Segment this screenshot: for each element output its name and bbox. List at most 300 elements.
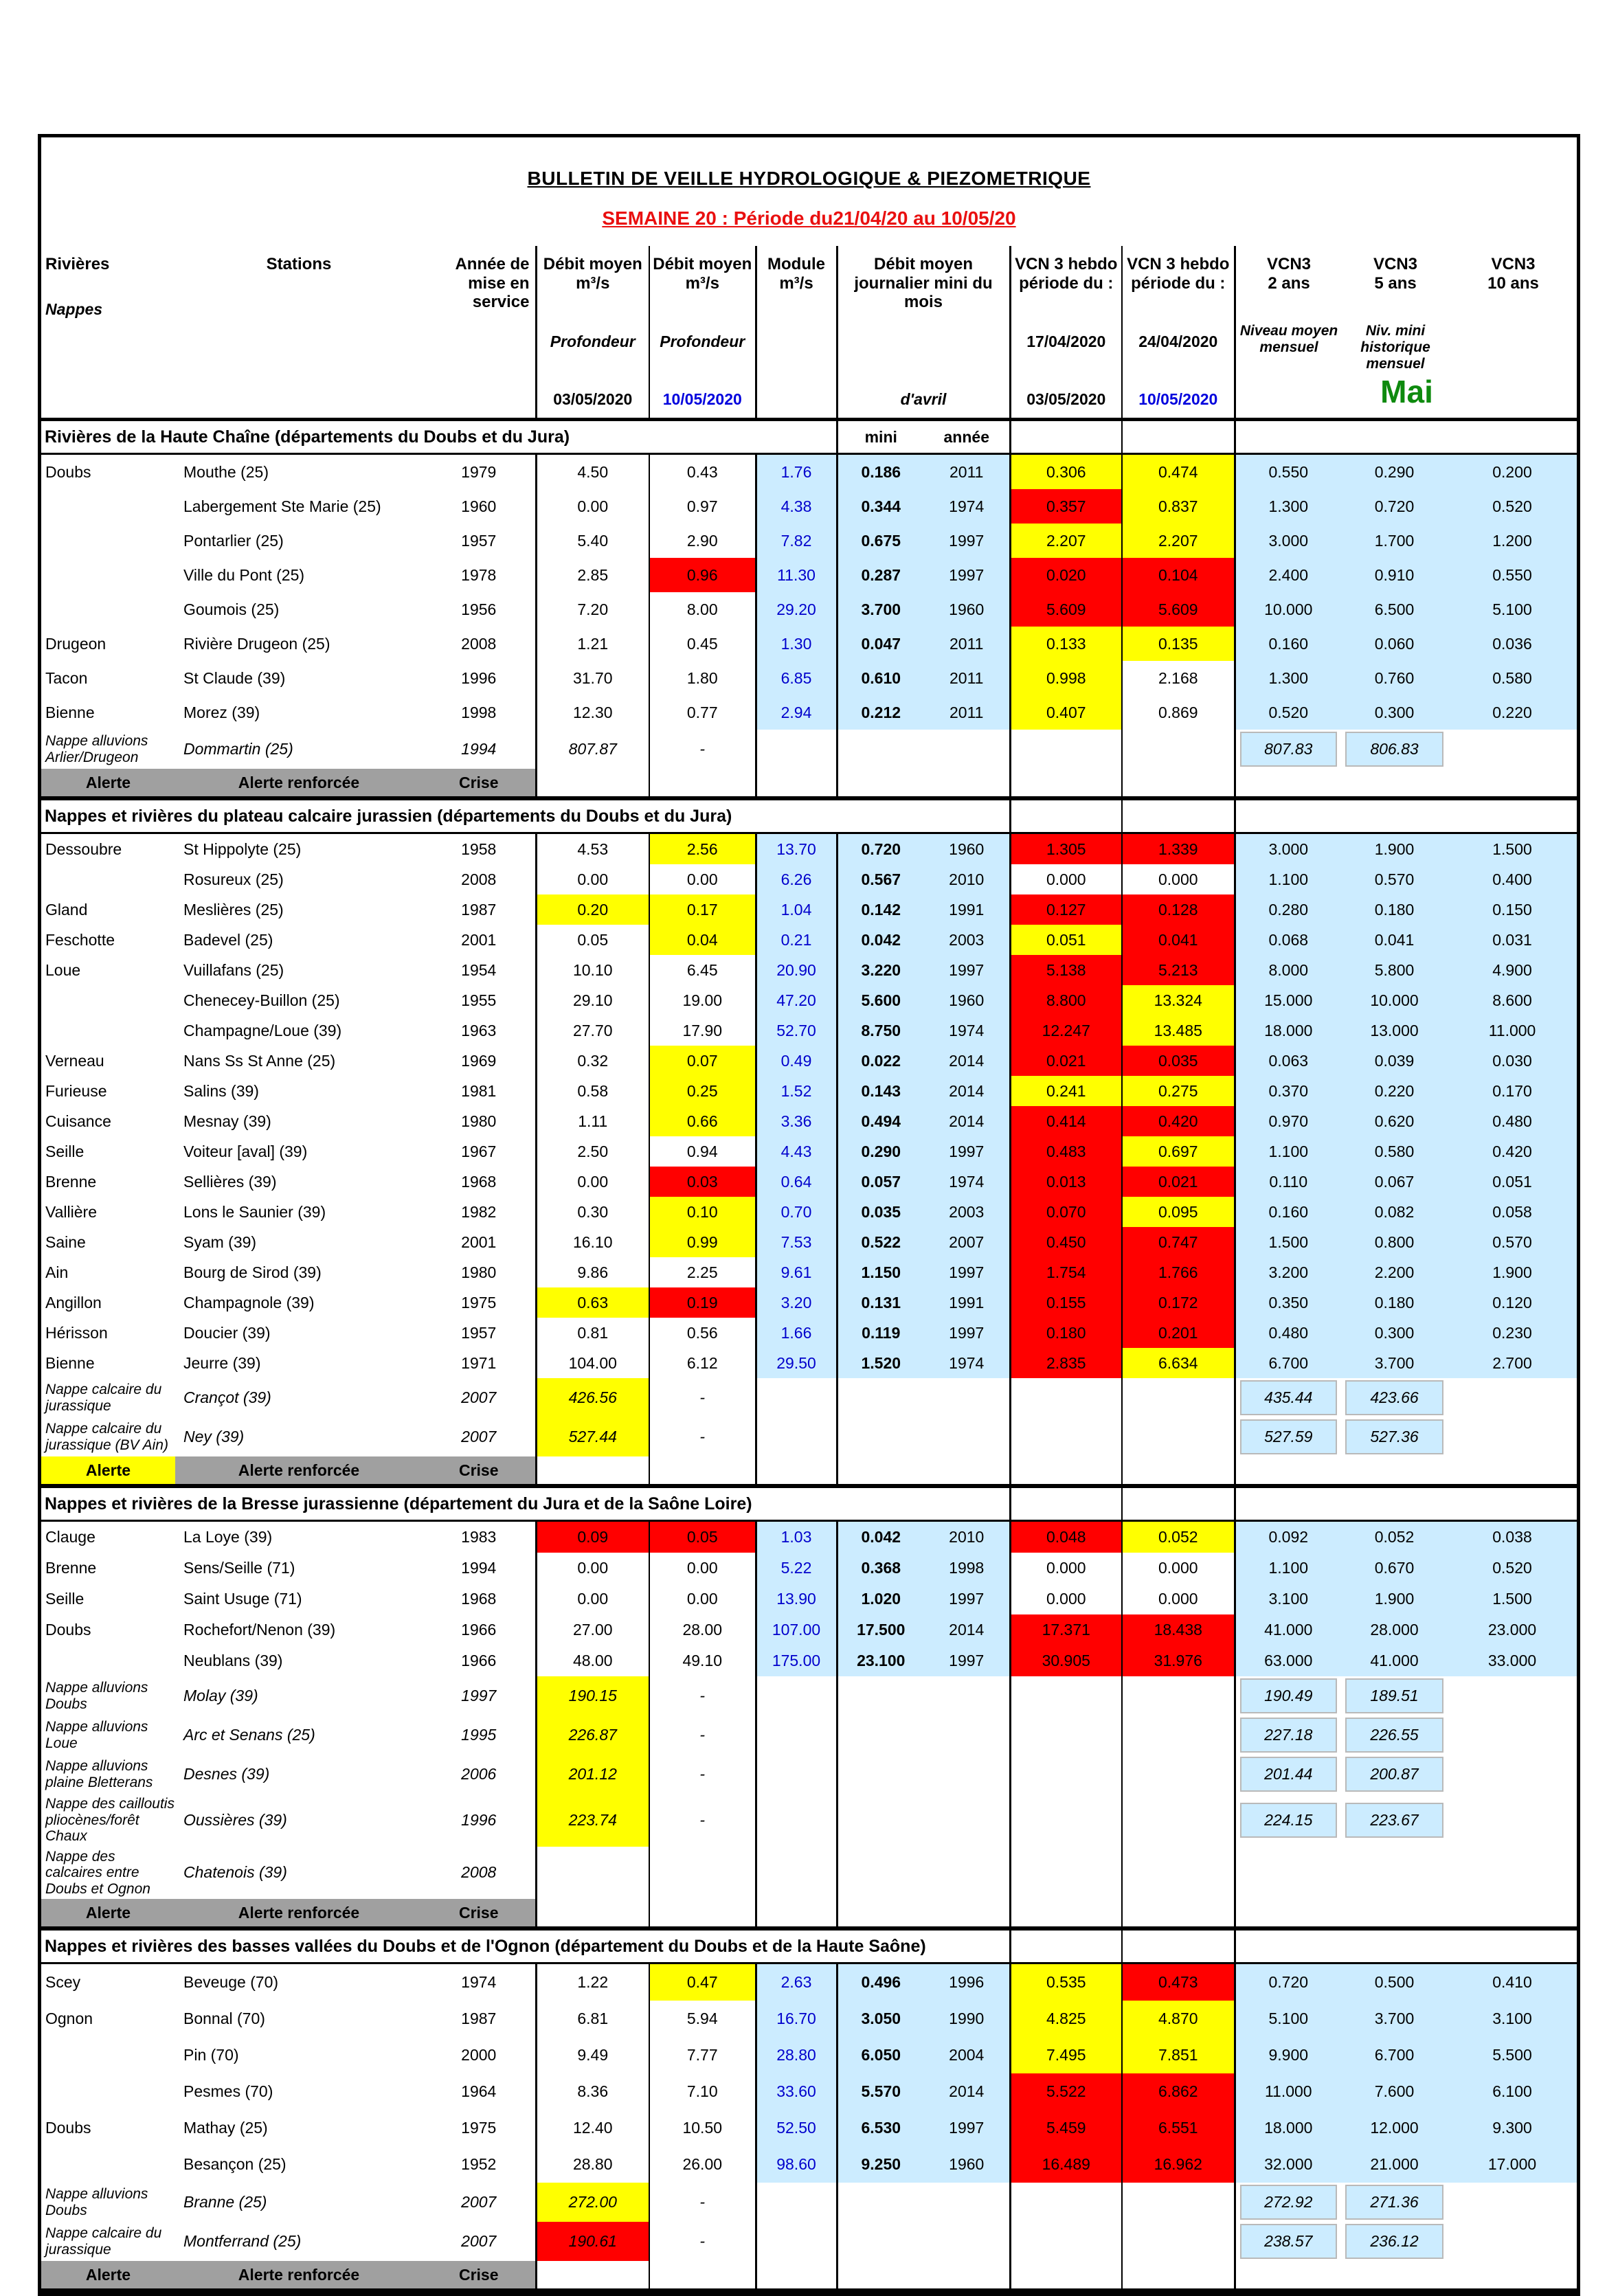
cell-mini-annee: 1974 [924, 1348, 1010, 1378]
cell-vcn3-2ans [1235, 730, 1341, 769]
cell-station: La Loye (39) [175, 1521, 423, 1553]
cell-module: 28.80 [756, 2037, 837, 2073]
cell-vcn3-2ans: 32.000 [1235, 2146, 1341, 2183]
cell-vcn3-2ans: 3.000 [1235, 524, 1341, 558]
legend-spacer [1010, 1899, 1122, 1928]
cell-vcn3-5ans: 0.580 [1341, 1136, 1448, 1167]
cell-annee-service: 1994 [423, 730, 536, 769]
cell-vcn3-2ans: 9.900 [1235, 2037, 1341, 2073]
cell-mini-annee: 2014 [924, 2073, 1010, 2110]
cell-debit-2: 0.17 [649, 894, 756, 925]
cell-annee-service: 1997 [423, 1676, 536, 1715]
cell-mini-annee: 1960 [924, 2146, 1010, 2183]
legend-spacer [1010, 2261, 1122, 2291]
cell-vcn3-5ans: 2.200 [1341, 1257, 1448, 1287]
nappe-row [41, 1417, 1577, 1456]
cell-riviere: Doubs [41, 2110, 175, 2146]
cell-mini-annee [924, 1417, 1010, 1456]
cell-annee-service: 1966 [423, 1645, 536, 1676]
cell-vcn3-5ans: 0.800 [1341, 1227, 1448, 1257]
cell-vcn3-5ans: 0.300 [1341, 1318, 1448, 1348]
cell-debit-1: 2.85 [536, 558, 649, 592]
nappe-row [41, 1794, 1577, 1847]
cell-vcn3-10ans: 17.000 [1448, 2146, 1577, 2183]
cell-module: 1.52 [756, 1076, 837, 1106]
cell-vcn-hebdo-2: 5.609 [1122, 592, 1235, 627]
cell-vcn3-5ans: 0.720 [1341, 489, 1448, 524]
cell-mini-annee: 2011 [924, 661, 1010, 695]
cell-vcn-hebdo-2: 4.870 [1122, 2001, 1235, 2037]
cell-debit-1: 28.80 [536, 2146, 649, 2183]
niveau-moyen-value: 527.59 [1240, 1419, 1338, 1454]
cell-vcn3-5ans: 5.800 [1341, 955, 1448, 985]
cell-riviere [41, 2073, 175, 2110]
header-date-col4: 03/05/2020 [553, 390, 633, 408]
band-spacer [1235, 798, 1577, 833]
cell-vcn-hebdo-1 [1010, 1847, 1122, 1900]
cell-annee-service: 2006 [423, 1755, 536, 1794]
river-row [41, 1645, 1577, 1676]
river-row [41, 1227, 1577, 1257]
cell-vcn3-10ans: 5.100 [1448, 592, 1577, 627]
cell-station: Rivière Drugeon (25) [175, 627, 423, 661]
cell-debit-1: 1.11 [536, 1106, 649, 1136]
cell-riviere: Seille [41, 1584, 175, 1614]
cell-vcn3-10ans: 0.200 [1448, 454, 1577, 490]
cell-annee-service: 1954 [423, 955, 536, 985]
cell-mini-annee: 1996 [924, 1963, 1010, 2001]
cell-debit-1: 8.36 [536, 2073, 649, 2110]
cell-vcn3-2ans [1235, 1847, 1341, 1900]
cell-module: 9.61 [756, 1257, 837, 1287]
cell-riviere [41, 2146, 175, 2183]
cell-annee-service: 2001 [423, 1227, 536, 1257]
cell-vcn-hebdo-2: 13.485 [1122, 1015, 1235, 1046]
cell-module: 29.50 [756, 1348, 837, 1378]
river-row [41, 592, 1577, 627]
cell-debit-1: 426.56 [536, 1378, 649, 1417]
cell-vcn-hebdo-2: 18.438 [1122, 1614, 1235, 1645]
cell-mini-annee: 2003 [924, 1197, 1010, 1227]
legend-alerte-renforcee: Alerte renforcée [175, 1456, 423, 1486]
cell-mini-annee: 2011 [924, 695, 1010, 730]
cell-vcn-hebdo-1: 0.998 [1010, 661, 1122, 695]
subheader-annee: année [924, 420, 1010, 454]
cell-vcn3-10ans: 0.031 [1448, 925, 1577, 955]
cell-module: 1.04 [756, 894, 837, 925]
cell-annee-service: 1968 [423, 1584, 536, 1614]
river-row [41, 1076, 1577, 1106]
cell-annee-service: 1981 [423, 1076, 536, 1106]
cell-mini: 0.720 [837, 833, 924, 865]
cell-vcn-hebdo-2 [1122, 1378, 1235, 1417]
cell-debit-2: - [649, 1417, 756, 1456]
cell-vcn-hebdo-1 [1010, 2222, 1122, 2261]
cell-riviere [41, 1015, 175, 1046]
cell-debit-2: 0.47 [649, 1963, 756, 2001]
cell-debit-1: 7.20 [536, 592, 649, 627]
cell-annee-service: 1956 [423, 592, 536, 627]
cell-vcn3-10ans: 0.038 [1448, 1521, 1577, 1553]
cell-mini-annee: 2014 [924, 1614, 1010, 1645]
cell-station: Sens/Seille (71) [175, 1553, 423, 1584]
cell-vcn3-5ans: 0.067 [1341, 1167, 1448, 1197]
cell-annee-service: 1966 [423, 1614, 536, 1645]
cell-vcn3-5ans [1341, 1715, 1448, 1755]
cell-annee-service: 2007 [423, 2183, 536, 2222]
legend-spacer [649, 2261, 756, 2291]
cell-annee-service: 1979 [423, 454, 536, 490]
cell-vcn3-2ans: 3.000 [1235, 833, 1341, 865]
cell-vcn-hebdo-2: 0.275 [1122, 1076, 1235, 1106]
cell-annee-service: 1957 [423, 1318, 536, 1348]
band-spacer [1122, 1486, 1235, 1521]
cell-annee-service: 1964 [423, 2073, 536, 2110]
cell-vcn3-5ans: 0.500 [1341, 1963, 1448, 2001]
cell-vcn-hebdo-2: 6.551 [1122, 2110, 1235, 2146]
cell-debit-2: 0.04 [649, 925, 756, 955]
legend-spacer [536, 1899, 649, 1928]
cell-vcn3-2ans: 0.160 [1235, 627, 1341, 661]
header-vcn3-group: VCN3 2 ans Niveau moyen mensuel VCN3 5 ans Niv. mini historique mensuel VCN3 10 ans Mai [1235, 246, 1577, 420]
cell-station: Rosureux (25) [175, 864, 423, 894]
cell-debit-2: - [649, 1676, 756, 1715]
cell-vcn3-5ans: 1.900 [1341, 1584, 1448, 1614]
cell-station: Beveuge (70) [175, 1963, 423, 2001]
cell-vcn3-2ans [1235, 1755, 1341, 1794]
cell-vcn3-5ans: 7.600 [1341, 2073, 1448, 2110]
cell-mini: 0.522 [837, 1227, 924, 1257]
cell-vcn3-10ans: 0.220 [1448, 695, 1577, 730]
niv-mini-value: 423.66 [1345, 1380, 1443, 1415]
niveau-moyen-value: 190.49 [1240, 1678, 1338, 1713]
cell-riviere: Loue [41, 955, 175, 985]
cell-vcn-hebdo-1 [1010, 730, 1122, 769]
cell-vcn3-10ans [1448, 2222, 1577, 2261]
river-row [41, 489, 1577, 524]
river-row [41, 2073, 1577, 2110]
cell-debit-2: 0.99 [649, 1227, 756, 1257]
river-row [41, 864, 1577, 894]
cell-vcn-hebdo-2 [1122, 1715, 1235, 1755]
cell-annee-service: 1982 [423, 1197, 536, 1227]
cell-vcn-hebdo-1: 0.051 [1010, 925, 1122, 955]
legend-spacer [536, 769, 649, 798]
cell-station: Lons le Saunier (39) [175, 1197, 423, 1227]
cell-module [756, 1417, 837, 1456]
cell-debit-2: 17.90 [649, 1015, 756, 1046]
cell-station: Pin (70) [175, 2037, 423, 2073]
cell-vcn-hebdo-1: 1.754 [1010, 1257, 1122, 1287]
cell-riviere: Gland [41, 894, 175, 925]
cell-riviere: Nappe calcaire du jurassique (BV Ain) [41, 1417, 175, 1456]
legend-alerte: Alerte [41, 769, 175, 798]
cell-riviere: Brenne [41, 1167, 175, 1197]
cell-annee-service: 2008 [423, 864, 536, 894]
cell-station: Crançot (39) [175, 1378, 423, 1417]
cell-vcn-hebdo-1: 5.522 [1010, 2073, 1122, 2110]
cell-vcn-hebdo-1: 0.000 [1010, 864, 1122, 894]
cell-vcn3-10ans: 23.000 [1448, 1614, 1577, 1645]
header-vcn-hebdo-2: VCN 3 hebdo période du : 24/04/2020 10/05/2020 [1122, 246, 1235, 420]
legend-spacer [756, 1899, 837, 1928]
cell-vcn-hebdo-1: 0.070 [1010, 1197, 1122, 1227]
cell-vcn3-10ans [1448, 1417, 1577, 1456]
cell-station: Chenecey-Buillon (25) [175, 985, 423, 1015]
cell-debit-1: 272.00 [536, 2183, 649, 2222]
cell-station: Meslières (25) [175, 894, 423, 925]
legend-spacer [837, 769, 1010, 798]
cell-station: Badevel (25) [175, 925, 423, 955]
page-title: BULLETIN DE VEILLE HYDROLOGIQUE & PIEZOMETRIQUE [527, 168, 1091, 189]
cell-riviere [41, 1645, 175, 1676]
cell-vcn3-10ans [1448, 1676, 1577, 1715]
cell-debit-1: 12.30 [536, 695, 649, 730]
cell-vcn3-2ans: 1.300 [1235, 489, 1341, 524]
header-annee-service: Année de mise en service [423, 246, 536, 420]
cell-vcn3-10ans: 11.000 [1448, 1015, 1577, 1046]
cell-station: Molay (39) [175, 1676, 423, 1715]
cell-station: Neublans (39) [175, 1645, 423, 1676]
header-vcn-hebdo-1: VCN 3 hebdo période du : 17/04/2020 03/05/2020 [1010, 246, 1122, 420]
cell-debit-2: - [649, 1755, 756, 1794]
nappe-row [41, 730, 1577, 769]
legend-alerte-renforcee: Alerte renforcée [175, 2261, 423, 2291]
cell-debit-2: 2.90 [649, 524, 756, 558]
cell-debit-1: 190.15 [536, 1676, 649, 1715]
cell-debit-2: 0.00 [649, 864, 756, 894]
cell-riviere: Furieuse [41, 1076, 175, 1106]
cell-debit-2: 0.10 [649, 1197, 756, 1227]
cell-debit-2: - [649, 1715, 756, 1755]
river-row [41, 1963, 1577, 2001]
cell-module: 7.82 [756, 524, 837, 558]
cell-annee-service: 2007 [423, 1417, 536, 1456]
river-row [41, 558, 1577, 592]
cell-debit-1: 0.00 [536, 1553, 649, 1584]
cell-vcn3-2ans: 1.100 [1235, 1553, 1341, 1584]
cell-vcn-hebdo-1: 30.905 [1010, 1645, 1122, 1676]
cell-annee-service: 1960 [423, 489, 536, 524]
river-row [41, 833, 1577, 865]
cell-module: 29.20 [756, 592, 837, 627]
legend-spacer [1235, 1456, 1577, 1486]
nappe-row [41, 1847, 1577, 1900]
legend-spacer [837, 2261, 1010, 2291]
cell-vcn-hebdo-2: 0.135 [1122, 627, 1235, 661]
cell-vcn3-10ans: 1.200 [1448, 524, 1577, 558]
cell-module: 2.94 [756, 695, 837, 730]
cell-vcn-hebdo-2: 0.473 [1122, 1963, 1235, 2001]
cell-vcn3-10ans: 0.410 [1448, 1963, 1577, 2001]
cell-vcn3-10ans: 0.036 [1448, 627, 1577, 661]
cell-debit-2: 6.12 [649, 1348, 756, 1378]
cell-mini-annee: 2014 [924, 1046, 1010, 1076]
cell-mini-annee: 2014 [924, 1106, 1010, 1136]
cell-annee-service: 1978 [423, 558, 536, 592]
cell-module [756, 1794, 837, 1847]
cell-vcn-hebdo-1 [1010, 1417, 1122, 1456]
river-row [41, 524, 1577, 558]
cell-debit-1: 1.21 [536, 627, 649, 661]
cell-riviere [41, 592, 175, 627]
cell-mini: 23.100 [837, 1645, 924, 1676]
cell-mini-annee: 2004 [924, 2037, 1010, 2073]
nappe-row [41, 2222, 1577, 2261]
river-row [41, 2001, 1577, 2037]
cell-debit-1: 0.05 [536, 925, 649, 955]
title-block [41, 137, 1577, 246]
cell-debit-2: 0.94 [649, 1136, 756, 1167]
cell-vcn-hebdo-1 [1010, 1794, 1122, 1847]
cell-mini: 6.530 [837, 2110, 924, 2146]
cell-vcn-hebdo-1: 0.407 [1010, 695, 1122, 730]
legend-spacer [1010, 1456, 1122, 1486]
cell-vcn3-5ans: 6.500 [1341, 592, 1448, 627]
cell-riviere: Angillon [41, 1287, 175, 1318]
cell-debit-2: 0.96 [649, 558, 756, 592]
cell-vcn-hebdo-1: 0.020 [1010, 558, 1122, 592]
river-row [41, 2146, 1577, 2183]
cell-station: Chatenois (39) [175, 1847, 423, 1900]
cell-vcn3-2ans: 41.000 [1235, 1614, 1341, 1645]
section-band [41, 1486, 1577, 1521]
cell-vcn-hebdo-1: 0.127 [1010, 894, 1122, 925]
cell-mini: 0.212 [837, 695, 924, 730]
cell-vcn-hebdo-2 [1122, 730, 1235, 769]
cell-annee-service: 1995 [423, 1715, 536, 1755]
cell-debit-1: 0.20 [536, 894, 649, 925]
river-row [41, 985, 1577, 1015]
cell-mini: 0.057 [837, 1167, 924, 1197]
cell-mini-annee [924, 730, 1010, 769]
river-row [41, 1257, 1577, 1287]
cell-vcn3-5ans [1341, 1378, 1448, 1417]
cell-mini [837, 2222, 924, 2261]
cell-vcn3-2ans [1235, 1715, 1341, 1755]
cell-vcn-hebdo-1: 0.048 [1010, 1521, 1122, 1553]
cell-annee-service: 1955 [423, 985, 536, 1015]
river-row [41, 1521, 1577, 1553]
cell-vcn-hebdo-2: 2.207 [1122, 524, 1235, 558]
cell-mini: 3.050 [837, 2001, 924, 2037]
cell-debit-1: 226.87 [536, 1715, 649, 1755]
header-rivieres-nappes [41, 246, 175, 420]
cell-annee-service: 2008 [423, 1847, 536, 1900]
cell-vcn3-10ans: 0.150 [1448, 894, 1577, 925]
cell-vcn3-5ans: 10.000 [1341, 985, 1448, 1015]
legend-spacer [837, 1899, 1010, 1928]
cell-vcn3-2ans: 63.000 [1235, 1645, 1341, 1676]
river-row [41, 1046, 1577, 1076]
legend-alerte: Alerte [41, 1899, 175, 1928]
cell-vcn-hebdo-1: 0.306 [1010, 454, 1122, 490]
cell-mini-annee: 1960 [924, 985, 1010, 1015]
cell-module: 0.49 [756, 1046, 837, 1076]
cell-debit-2: - [649, 2183, 756, 2222]
cell-annee-service: 1987 [423, 2001, 536, 2037]
cell-debit-1: 223.74 [536, 1794, 649, 1847]
cell-debit-1: 1.22 [536, 1963, 649, 2001]
cell-vcn3-10ans: 0.030 [1448, 1046, 1577, 1076]
cell-module: 20.90 [756, 955, 837, 985]
cell-station: Bourg de Sirod (39) [175, 1257, 423, 1287]
cell-debit-1: 27.00 [536, 1614, 649, 1645]
cell-riviere: Nappe alluvions plaine Bletterans [41, 1755, 175, 1794]
cell-vcn3-10ans: 0.570 [1448, 1227, 1577, 1257]
cell-vcn-hebdo-1: 7.495 [1010, 2037, 1122, 2073]
header-davril: d'avril [900, 390, 947, 408]
cell-vcn3-5ans: 13.000 [1341, 1015, 1448, 1046]
cell-debit-2: 0.19 [649, 1287, 756, 1318]
cell-vcn3-5ans [1341, 1755, 1448, 1794]
cell-mini-annee: 2011 [924, 454, 1010, 490]
cell-vcn3-2ans: 0.110 [1235, 1167, 1341, 1197]
band-spacer [1122, 798, 1235, 833]
cell-vcn3-2ans: 0.160 [1235, 1197, 1341, 1227]
cell-vcn-hebdo-2: 7.851 [1122, 2037, 1235, 2073]
cell-mini-annee [924, 1847, 1010, 1900]
cell-vcn3-2ans: 1.100 [1235, 1136, 1341, 1167]
legend-spacer [536, 1456, 649, 1486]
band-spacer [1122, 420, 1235, 454]
cell-station: Arc et Senans (25) [175, 1715, 423, 1755]
cell-vcn3-5ans: 1.700 [1341, 524, 1448, 558]
cell-vcn3-2ans: 0.350 [1235, 1287, 1341, 1318]
cell-station: Pontarlier (25) [175, 524, 423, 558]
cell-vcn-hebdo-2: 5.213 [1122, 955, 1235, 985]
cell-station: Mouthe (25) [175, 454, 423, 490]
cell-vcn-hebdo-2: 1.766 [1122, 1257, 1235, 1287]
river-row [41, 925, 1577, 955]
cell-debit-2: 28.00 [649, 1614, 756, 1645]
niv-mini-value: 226.55 [1345, 1718, 1443, 1753]
cell-mini: 0.042 [837, 1521, 924, 1553]
cell-mini-annee: 1991 [924, 894, 1010, 925]
cell-module: 2.63 [756, 1963, 837, 2001]
cell-vcn3-2ans: 1.100 [1235, 864, 1341, 894]
legend-spacer [1235, 769, 1577, 798]
cell-mini: 0.496 [837, 1963, 924, 2001]
cell-vcn3-5ans: 0.039 [1341, 1046, 1448, 1076]
cell-mini: 0.119 [837, 1318, 924, 1348]
band-spacer [1235, 1928, 1577, 1963]
legend-spacer [649, 1456, 756, 1486]
cell-debit-1: 0.00 [536, 489, 649, 524]
cell-station: Salins (39) [175, 1076, 423, 1106]
header-debit-moyen-2: Débit moyen m³/s Profondeur 10/05/2020 [649, 246, 756, 420]
cell-vcn3-10ans: 3.100 [1448, 2001, 1577, 2037]
cell-riviere: Nappe calcaire du jurassique [41, 1378, 175, 1417]
cell-riviere: Ain [41, 1257, 175, 1287]
cell-debit-1: 48.00 [536, 1645, 649, 1676]
cell-mini-annee: 1997 [924, 558, 1010, 592]
cell-debit-2: - [649, 1378, 756, 1417]
band-spacer [1235, 1486, 1577, 1521]
cell-vcn3-10ans: 1.900 [1448, 1257, 1577, 1287]
cell-vcn3-10ans: 4.900 [1448, 955, 1577, 985]
river-row [41, 1106, 1577, 1136]
header-nappes-label: Nappes [45, 300, 103, 319]
cell-station: Sellières (39) [175, 1167, 423, 1197]
cell-module: 0.70 [756, 1197, 837, 1227]
cell-vcn3-5ans: 41.000 [1341, 1645, 1448, 1676]
cell-riviere: Drugeon [41, 627, 175, 661]
cell-mini: 3.220 [837, 955, 924, 985]
river-row [41, 894, 1577, 925]
cell-riviere: Saine [41, 1227, 175, 1257]
cell-debit-1: 0.09 [536, 1521, 649, 1553]
